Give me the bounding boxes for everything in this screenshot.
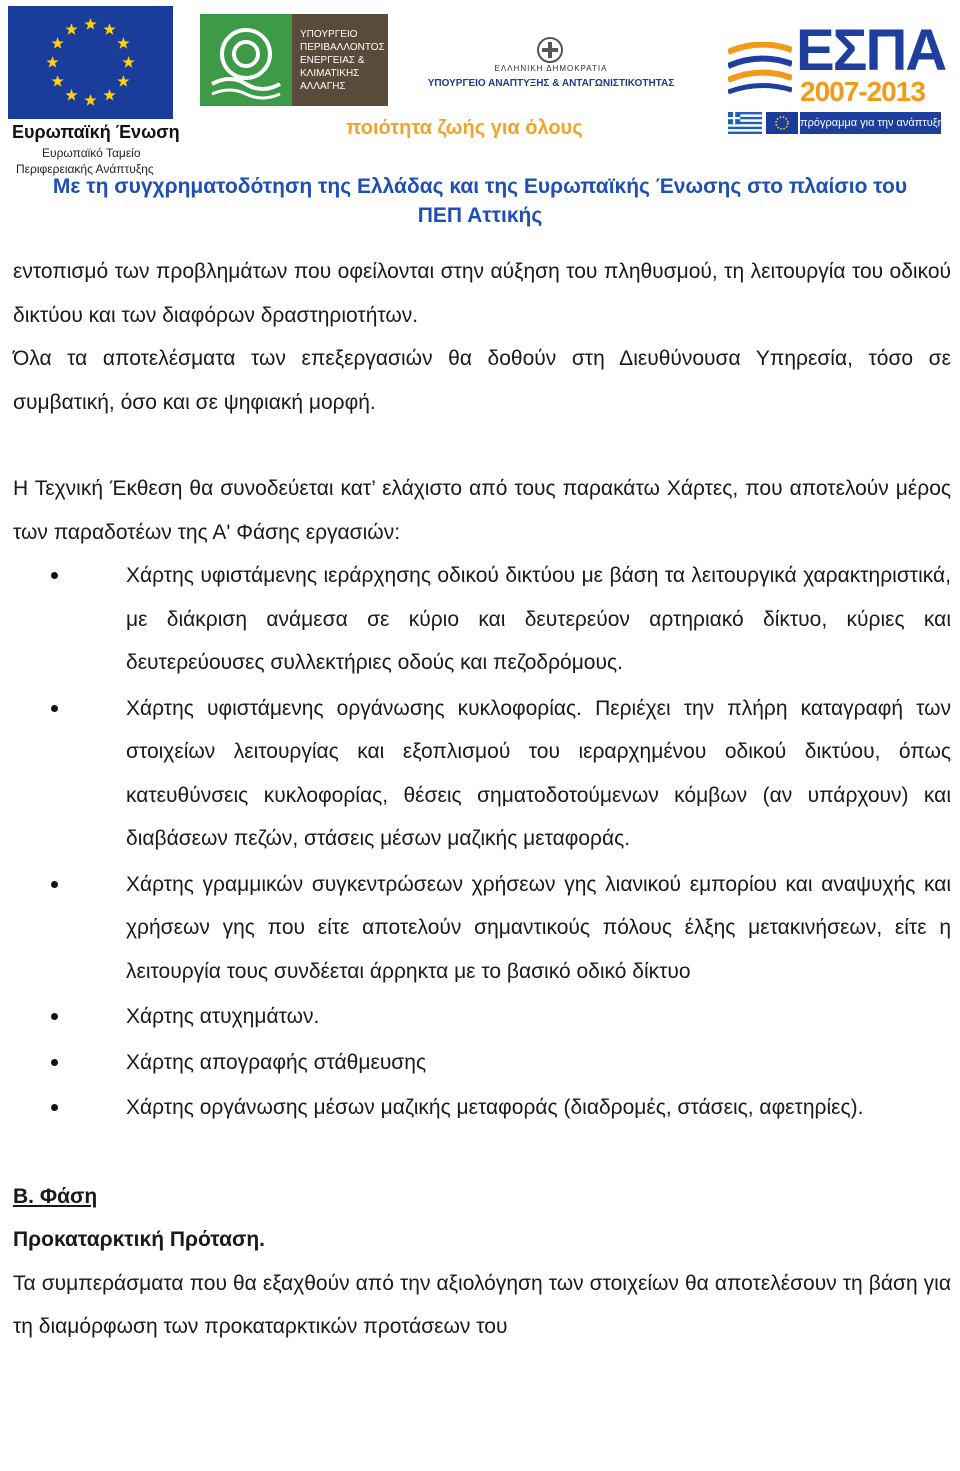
- paragraph-4: Τα συμπεράσματα που θα εξαχθούν από την αξιολόγηση των στοιχείων θα αποτελέσουν τη βάση για τη διαμόρφωση των προκαταρκτικών προτάσεων του: [13, 1271, 951, 1338]
- bullet-icon: [51, 1013, 58, 1020]
- paragraph-2: Όλα τα αποτελέσματα των επεξεργασιών θα δοθούν στη Διευθύνουσα Υπηρεσία, τόσο σε συμβατική, όσο και σε ψηφιακή μορφή.: [13, 347, 951, 414]
- list-item: Χάρτης οργάνωσης μέσων μαζικής μεταφοράς (διαδρομές, στάσεις, αφετηρίες).: [13, 1086, 951, 1130]
- greek-emblem-icon: [536, 36, 564, 64]
- maps-list: [13, 554, 951, 1130]
- eu-fund-line2: Περιφερειακής Ανάπτυξης: [16, 162, 154, 176]
- bullet-icon: [51, 572, 58, 579]
- list-item: Χάρτης υφιστάμενης ιεράρχησης οδικού δικτύου με βάση τα λειτουργικά χαρακτηριστικά, με διάκριση ανάμεσα σε κύριο και δευτερεύον αρτηριακό δίκτυο, κύριες και δευτερεύουσες συλλεκτήριες οδούς και πεζοδρόμους.: [13, 554, 951, 685]
- paragraph-3: Η Τεχνική Έκθεση θα συνοδεύεται κατ’ ελάχιστο από τους παρακάτω Χάρτες, που αποτελούν μέρος των παραδοτέων της Α' Φάσης εργασιών:: [13, 477, 951, 544]
- list-item: Χάρτης υφιστάμενης οργάνωσης κυκλοφορίας. Περιέχει την πλήρη καταγραφή των στοιχείων λειτουργίας και εξοπλισμού του ιεραρχημένου οδικού δικτύου, όπως κατευθύνσεις κυκλοφορίας, θέσεις σηματοδοτούμενων κόμβων (αν υπάρχουν) και διαβάσεων πεζών, στάσεις μέσων μαζικής μεταφοράς.: [13, 687, 951, 861]
- document-body: [13, 250, 951, 1349]
- espa-tagline: πρόγραμμα για την ανάπτυξη: [800, 112, 941, 134]
- document-header: [0, 0, 960, 240]
- eu-flag-icon: [8, 6, 173, 119]
- spacer: [13, 1132, 951, 1175]
- slogan: ποιότητα ζωής για όλους: [346, 117, 583, 139]
- environment-ministry-logo: [200, 14, 388, 106]
- espa-years: 2007-2013: [800, 76, 925, 107]
- greek-flag-icon: [728, 112, 762, 134]
- phase-heading: Β. Φάση: [13, 1184, 98, 1208]
- eu-mini-flag-icon: [766, 112, 798, 134]
- development-ministry-name: ΥΠΟΥΡΓΕΙΟ ΑΝΑΠΤΥΞΗΣ & ΑΝΤΑΓΩΝΙΣΤΙΚΟΤΗΤΑΣ: [427, 78, 675, 89]
- list-item: Χάρτης απογραφής στάθμευσης: [13, 1041, 951, 1085]
- bullet-icon: [51, 1059, 58, 1066]
- list-item: Χάρτης ατυχημάτων.: [13, 995, 951, 1039]
- cofunding-statement: Με τη συγχρηματοδότηση της Ελλάδας και της Ευρωπαϊκής Ένωσης στο πλαίσιο του ΠΕΠ Αττικής: [52, 175, 908, 227]
- list-item: Χάρτης γραμμικών συγκεντρώσεων χρήσεων γης λιανικού εμπορίου και αναψυχής και χρήσεων γης που είτε αποτελούν σημαντικούς πόλους έλξης μετακινήσεων, είτε η λειτουργία τους συνδέεται άρρηκτα με το βασικό οδικό δίκτυο: [13, 863, 951, 994]
- government-name: ΕΛΛΗΝΙΚΗ ΔΗΜΟΚΡΑΤΙΑ: [494, 64, 608, 73]
- proposal-heading: Προκαταρκτική Πρόταση.: [13, 1228, 266, 1251]
- eu-fund-line1: Ευρωπαϊκό Ταμείο: [42, 146, 141, 160]
- paragraph-1: εντοπισμό των προβλημάτων που οφείλονται στην αύξηση του πληθυσμού, τη λειτουργία του οδικού δικτύου και των διαφόρων δραστηριοτήτων.: [13, 260, 951, 327]
- bullet-icon: [51, 881, 58, 888]
- espa-stripes-icon: [728, 42, 792, 94]
- eu-title: Ευρωπαϊκή Ένωση: [12, 122, 180, 142]
- bullet-icon: [51, 705, 58, 712]
- environment-ministry-name: ΥΠΟΥΡΓΕΙΟ ΠΕΡΙΒΑΛΛΟΝΤΟΣ ΕΝΕΡΓΕΙΑΣ & ΚΛΙΜΑΤΙΚΗΣ ΑΛΛΑΓΗΣ: [300, 29, 385, 92]
- bullet-icon: [51, 1104, 58, 1111]
- spiral-sun-icon: [200, 14, 292, 106]
- espa-title: ΕΣΠΑ: [796, 18, 946, 83]
- spacer: [13, 424, 951, 467]
